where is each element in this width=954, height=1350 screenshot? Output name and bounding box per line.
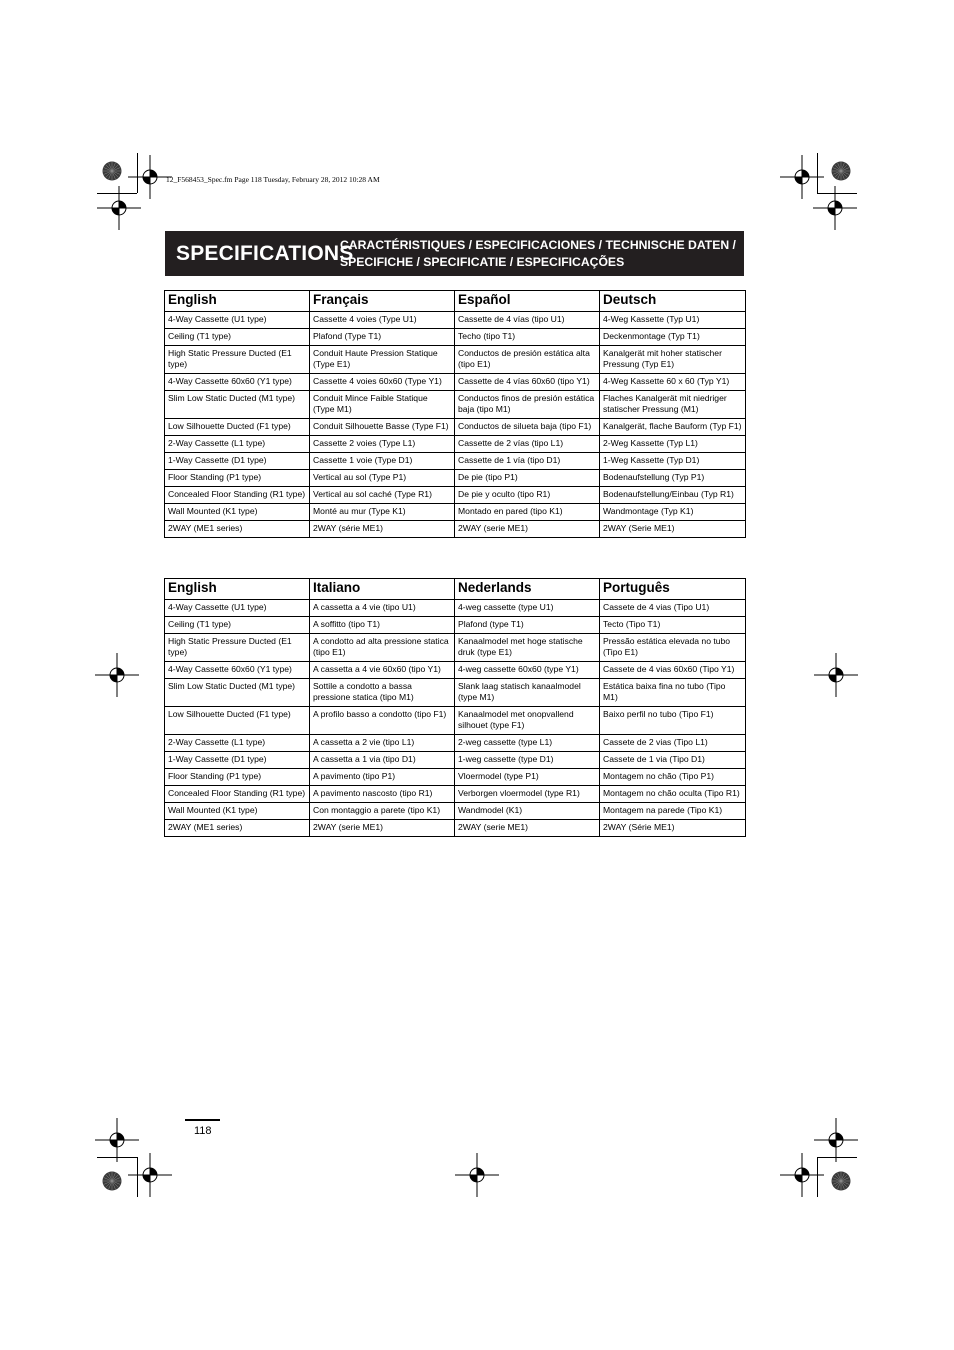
table-cell: 4-Weg Kassette 60 x 60 (Typ Y1) — [600, 374, 746, 391]
table-cell: Kanalgerät mit hoher statischer Pressung (Typ E1) — [600, 346, 746, 374]
table-cell: Cassette 2 voies (Type L1) — [310, 436, 455, 453]
table-cell: Montagem na parede (Tipo K1) — [600, 803, 746, 820]
table-row — [165, 786, 746, 803]
column-header: Español — [455, 291, 600, 312]
table-row — [165, 634, 746, 662]
table-cell: 2-weg cassette (type L1) — [455, 735, 600, 752]
table-cell: Low Silhouette Ducted (F1 type) — [165, 707, 310, 735]
table-cell: Cassette 4 voies (Type U1) — [310, 312, 455, 329]
table-row — [165, 521, 746, 538]
table-cell: Cassete de 4 vias (Tipo U1) — [600, 600, 746, 617]
crop-line — [817, 1157, 857, 1158]
table-row — [165, 600, 746, 617]
table-cell: Cassette 4 voies 60x60 (Type Y1) — [310, 374, 455, 391]
table-cell: Kanaalmodel met hoge statische druk (type E1) — [455, 634, 600, 662]
color-bar-dial-icon — [831, 1171, 851, 1191]
table-cell: Wandmontage (Typ K1) — [600, 504, 746, 521]
table-cell: Concealed Floor Standing (R1 type) — [165, 786, 310, 803]
table-cell: 4-weg cassette (type U1) — [455, 600, 600, 617]
table-cell: A profilo basso a condotto (tipo F1) — [310, 707, 455, 735]
table-cell: A cassetta a 2 vie (tipo L1) — [310, 735, 455, 752]
table-cell: Vloermodel (type P1) — [455, 769, 600, 786]
table-cell: 1-weg cassette (type D1) — [455, 752, 600, 769]
table-cell: Baixo perfil no tubo (Tipo F1) — [600, 707, 746, 735]
table-cell: Deckenmontage (Typ T1) — [600, 329, 746, 346]
column-header: Nederlands — [455, 579, 600, 600]
table-cell: 2WAY (Série ME1) — [600, 820, 746, 837]
table-cell: 4-Way Cassette 60x60 (Y1 type) — [165, 662, 310, 679]
table-row — [165, 453, 746, 470]
table-cell: Cassete de 4 vias 60x60 (Tipo Y1) — [600, 662, 746, 679]
table-cell: Ceiling (T1 type) — [165, 329, 310, 346]
table-cell: Vertical au sol caché (Type R1) — [310, 487, 455, 504]
table-cell: 1-Way Cassette (D1 type) — [165, 453, 310, 470]
table-cell: Conduit Haute Pression Statique (Type E1) — [310, 346, 455, 374]
table-cell: Plafond (type T1) — [455, 617, 600, 634]
table-cell: Slim Low Static Ducted (M1 type) — [165, 391, 310, 419]
table-row — [165, 346, 746, 374]
registration-crosshair-icon — [455, 1153, 499, 1197]
table-cell: 2WAY (serie ME1) — [455, 820, 600, 837]
table-cell: Plafond (Type T1) — [310, 329, 455, 346]
crop-line — [137, 153, 138, 193]
column-header: Français — [310, 291, 455, 312]
registration-crosshair-icon — [814, 653, 858, 697]
table-row — [165, 329, 746, 346]
color-bar-dial-icon — [831, 161, 851, 181]
table-cell: Flaches Kanalgerät mit niedriger statischer Pressung (M1) — [600, 391, 746, 419]
table-cell: 1-Weg Kassette (Typ D1) — [600, 453, 746, 470]
table-row — [165, 504, 746, 521]
table-cell: 2-Weg Kassette (Typ L1) — [600, 436, 746, 453]
crop-line — [817, 193, 857, 194]
table-cell: Kanalgerät, flache Bauform (Typ F1) — [600, 419, 746, 436]
table-row — [165, 312, 746, 329]
table-cell: Cassete de 2 vias (Tipo L1) — [600, 735, 746, 752]
table-cell: De pie (tipo P1) — [455, 470, 600, 487]
column-header: Deutsch — [600, 291, 746, 312]
table-row — [165, 735, 746, 752]
table-cell: Montagem no chão (Tipo P1) — [600, 769, 746, 786]
table-cell: Floor Standing (P1 type) — [165, 470, 310, 487]
banner-title: SPECIFICATIONS — [176, 241, 354, 265]
table-cell: Conduit Silhouette Basse (Type F1) — [310, 419, 455, 436]
table-cell: Estática baixa fina no tubo (Tipo M1) — [600, 679, 746, 707]
table-cell: A soffitto (tipo T1) — [310, 617, 455, 634]
table-cell: A pavimento nascosto (tipo R1) — [310, 786, 455, 803]
table-cell: A cassetta a 1 via (tipo D1) — [310, 752, 455, 769]
table-cell: Conductos de presión estática alta (tipo E1) — [455, 346, 600, 374]
table-cell: 4-Way Cassette 60x60 (Y1 type) — [165, 374, 310, 391]
table-cell: Cassette de 2 vías (tipo L1) — [455, 436, 600, 453]
registration-crosshair-icon — [95, 653, 139, 697]
table-cell: 2WAY (serie ME1) — [310, 820, 455, 837]
table-row — [165, 679, 746, 707]
table-cell: 2-Way Cassette (L1 type) — [165, 436, 310, 453]
spec-table-1 — [164, 290, 746, 538]
column-header: English — [165, 291, 310, 312]
table-cell: 4-weg cassette 60x60 (type Y1) — [455, 662, 600, 679]
table-row — [165, 436, 746, 453]
table-cell: Conduit Mince Faible Statique (Type M1) — [310, 391, 455, 419]
table-cell: A condotto ad alta pressione statica (tipo E1) — [310, 634, 455, 662]
banner-subtitle — [333, 237, 736, 271]
registration-crosshair-icon — [128, 1153, 172, 1197]
table-row — [165, 803, 746, 820]
table-row — [165, 487, 746, 504]
table-cell: Floor Standing (P1 type) — [165, 769, 310, 786]
table-row — [165, 470, 746, 487]
crop-line — [137, 1157, 138, 1197]
table-cell: Bodenaufstellung/Einbau (Typ R1) — [600, 487, 746, 504]
table-cell: 2WAY (ME1 series) — [165, 820, 310, 837]
table-cell: 4-Way Cassette (U1 type) — [165, 312, 310, 329]
table-cell: 4-Way Cassette (U1 type) — [165, 600, 310, 617]
table-cell: Cassette de 1 vía (tipo D1) — [455, 453, 600, 470]
table-row — [165, 374, 746, 391]
table-cell: Low Silhouette Ducted (F1 type) — [165, 419, 310, 436]
crop-line — [817, 153, 818, 193]
column-header: English — [165, 579, 310, 600]
table-cell: 4-Weg Kassette (Typ U1) — [600, 312, 746, 329]
table-row — [165, 391, 746, 419]
table-cell: 2WAY (serie ME1) — [455, 521, 600, 538]
table-cell: Wall Mounted (K1 type) — [165, 504, 310, 521]
table-cell: A pavimento (tipo P1) — [310, 769, 455, 786]
page-number: 118 — [194, 1125, 212, 1137]
table-cell: Monté au mur (Type K1) — [310, 504, 455, 521]
color-bar-dial-icon — [102, 1171, 122, 1191]
table-cell: Pressão estática elevada no tubo (Tipo E1) — [600, 634, 746, 662]
table-cell: A cassetta a 4 vie (tipo U1) — [310, 600, 455, 617]
table-cell: Conductos finos de presión estática baja (tipo M1) — [455, 391, 600, 419]
table-cell: Montagem no chão oculta (Tipo R1) — [600, 786, 746, 803]
page-number-rule — [185, 1119, 220, 1121]
table-cell: Slim Low Static Ducted (M1 type) — [165, 679, 310, 707]
table-cell: Vertical au sol (Type P1) — [310, 470, 455, 487]
table-cell: Con montaggio a parete (tipo K1) — [310, 803, 455, 820]
crop-line — [97, 193, 137, 194]
table-header-row — [165, 579, 746, 600]
spec-table-2 — [164, 578, 746, 837]
table-cell: 2WAY (Serie ME1) — [600, 521, 746, 538]
table-cell: Bodenaufstellung (Typ P1) — [600, 470, 746, 487]
table-cell: Cassette 1 voie (Type D1) — [310, 453, 455, 470]
table-cell: High Static Pressure Ducted (E1 type) — [165, 346, 310, 374]
crop-line — [817, 1157, 818, 1197]
specifications-banner — [165, 231, 744, 276]
table-cell: Cassette de 4 vías (tipo U1) — [455, 312, 600, 329]
table-cell: Cassete de 1 via (Tipo D1) — [600, 752, 746, 769]
table-cell: Tecto (Tipo T1) — [600, 617, 746, 634]
table-cell: Sottile a condotto a bassa pressione statica (tipo M1) — [310, 679, 455, 707]
table-cell: De pie y oculto (tipo R1) — [455, 487, 600, 504]
table-row — [165, 617, 746, 634]
table-row — [165, 419, 746, 436]
table-cell: 2-Way Cassette (L1 type) — [165, 735, 310, 752]
table-cell: High Static Pressure Ducted (E1 type) — [165, 634, 310, 662]
table-row — [165, 707, 746, 735]
column-header: Português — [600, 579, 746, 600]
table-cell: Ceiling (T1 type) — [165, 617, 310, 634]
crop-line — [97, 1157, 137, 1158]
banner-subtitle-line2: SPECIFICHE / SPECIFICATIE / ESPECIFICAÇÕES — [340, 254, 625, 269]
table-cell: 1-Way Cassette (D1 type) — [165, 752, 310, 769]
table-cell: Conductos de silueta baja (tipo F1) — [455, 419, 600, 436]
table-row — [165, 752, 746, 769]
table-cell: Wall Mounted (K1 type) — [165, 803, 310, 820]
table-cell: Concealed Floor Standing (R1 type) — [165, 487, 310, 504]
table-row — [165, 662, 746, 679]
table-row — [165, 769, 746, 786]
table-header-row — [165, 291, 746, 312]
banner-subtitle-line1: CARACTÉRISTIQUES / ESPECIFICACIONES / TECHNISCHE DATEN / — [340, 237, 736, 252]
table-cell: Cassette de 4 vías 60x60 (tipo Y1) — [455, 374, 600, 391]
table-cell: Verborgen vloermodel (type R1) — [455, 786, 600, 803]
table-cell: Wandmodel (K1) — [455, 803, 600, 820]
table-cell: Techo (tipo T1) — [455, 329, 600, 346]
column-header: Italiano — [310, 579, 455, 600]
table-cell: Montado en pared (tipo K1) — [455, 504, 600, 521]
table-cell: A cassetta a 4 vie 60x60 (tipo Y1) — [310, 662, 455, 679]
table-cell: 2WAY (série ME1) — [310, 521, 455, 538]
table-cell: Kanaalmodel met onopvallend silhouet (type F1) — [455, 707, 600, 735]
table-row — [165, 820, 746, 837]
color-bar-dial-icon — [102, 161, 122, 181]
file-header: 12_F568453_Spec.fm Page 118 Tuesday, February 28, 2012 10:28 AM — [166, 175, 380, 184]
table-cell: Slank laag statisch kanaalmodel (type M1) — [455, 679, 600, 707]
table-cell: 2WAY (ME1 series) — [165, 521, 310, 538]
